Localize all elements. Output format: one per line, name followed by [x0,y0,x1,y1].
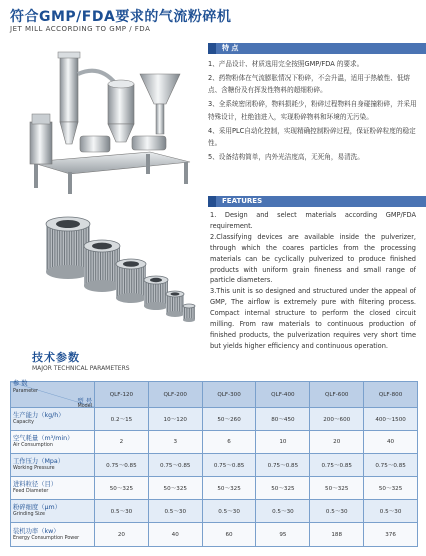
tech-params-title: 技术参数 [32,351,80,364]
row-header-cell: 装机功率（kw） Energy Consumption Power [11,523,95,547]
row-header-cell: 生产能力（kg/h） Capacity [11,408,95,431]
features-en-heading: FEATURES [208,196,426,207]
features-cn-item: 2、药物粉体在气流膨胀情况下粉碎，不会升温，适用于热敏性、低熔点、含糖份及有挥发性物料的超细粉碎。 [208,74,411,95]
table-cell: 0.5～30 [256,500,310,523]
table-cell: 0.75～0.85 [310,454,364,477]
table-cell: 0.75～0.85 [148,454,202,477]
table-cell: 188 [310,523,364,547]
param-label-cn: 参 数 [13,379,28,387]
table-cell: 40 [148,523,202,547]
row-header-cell: 工作压力（Mpa） Working Pressure [11,454,95,477]
table-cell: 10～120 [148,408,202,431]
features-cn-item: 3、全系统密闭粉碎，物料损耗少，粉碎过程物料自身碰撞粉碎，并采用特殊设计，杜绝油进入，实现粉碎物料和环境的无污染。 [208,100,417,121]
table-cell: 0.5～30 [148,500,202,523]
table-cell: 20 [310,431,364,454]
features-en-paragraph: 1. Design and select materials according GMP/FDA requirement. [210,211,416,230]
table-cell: 50～325 [256,477,310,500]
table-cell: 0.5～30 [310,500,364,523]
table-row [11,454,418,477]
table-cell: 0.5～30 [202,500,256,523]
table-cell: 0.75～0.85 [364,454,418,477]
table-cell: 0.5～30 [95,500,149,523]
table-cell: 200～600 [310,408,364,431]
table-cell: 95 [256,523,310,547]
features-en-paragraph: 2.Classifying devices are available inside the pulverizer, through which the coares particles from the processing materials can be cyclically pulverized to produce finished products with uniform grain fineness and small range of particle diameters. [210,232,416,285]
row-header-cell: 进料粒径（目） Feed Diameter [11,477,95,500]
model-header-cell: QLF-200 [148,382,202,408]
table-cell: 2 [95,431,149,454]
table-cell: 0.75～0.85 [256,454,310,477]
model-label-en: Model [77,403,92,409]
param-label-en: Parameter [13,388,38,394]
table-cell: 0.5～30 [364,500,418,523]
features-en-paragraph: 3.This unit is so designed and structured under the appeal of GMP, The airflow is extremely pure with filtering process. Compact internal structure to perform the closed circuit milling. From raw materials to continuous production of finished products, the pulverization requires very short time but yields higher efficiency and continuous operation. [210,287,416,350]
table-cell: 3 [148,431,202,454]
table-row [11,408,418,431]
table-cell: 50～325 [95,477,149,500]
model-header-cell: QLF-800 [364,382,418,408]
filter-cartridges-image [40,206,200,332]
model-param-header-cell [11,379,95,409]
tech-params-table [10,381,418,547]
table-row [11,500,418,523]
model-header-cell: QLF-600 [310,382,364,408]
table-cell: 50～325 [364,477,418,500]
tech-params-subtitle: MAJOR TECHNICAL PARAMETERS [32,365,130,372]
page-subtitle: JET MILL ACCORDING TO GMP / FDA [10,25,151,33]
model-header-cell: QLF-300 [202,382,256,408]
features-cn-heading: 特 点 [208,43,426,54]
table-cell: 50～325 [202,477,256,500]
row-header-cell: 空气耗量（m³/min） Air Consumption [11,431,95,454]
table-row [11,477,418,500]
table-row [11,431,418,454]
table-cell: 20 [95,523,149,547]
model-header-cell: QLF-120 [95,382,149,408]
features-cn-item: 5、设备结构简单，内外光洁度高，无死角，易清洗。 [208,153,364,162]
table-cell: 40 [364,431,418,454]
model-label-cn: 型 号 [77,397,92,405]
features-en-text [210,210,416,352]
jet-mill-machine-image [20,44,195,199]
table-row [11,523,418,547]
table-cell: 0.75～0.85 [202,454,256,477]
table-cell: 50～325 [310,477,364,500]
table-cell: 50～325 [148,477,202,500]
features-cn-list [208,58,420,165]
features-cn-item: 4、采用PLC自动化控制，实现精确控制粉碎过程，保证粉碎粒度的稳定性。 [208,126,416,148]
features-cn-item: 1、产品设计、材质选用完全按照GMP/FDA 的要求。 [208,60,364,68]
table-cell: 400～1500 [364,408,418,431]
page-title: 符合GMP/FDA要求的气流粉碎机 [10,9,232,25]
table-header-row [11,382,418,408]
row-header-cell: 粉碎细度（μm） Grinding Size [11,500,95,523]
model-header-cell: QLF-400 [256,382,310,408]
table-cell: 6 [202,431,256,454]
table-cell: 376 [364,523,418,547]
table-cell: 0.2～15 [95,408,149,431]
table-cell: 0.75～0.85 [95,454,149,477]
table-cell: 60 [202,523,256,547]
table-cell: 50～260 [202,408,256,431]
table-cell: 80～450 [256,408,310,431]
table-cell: 10 [256,431,310,454]
